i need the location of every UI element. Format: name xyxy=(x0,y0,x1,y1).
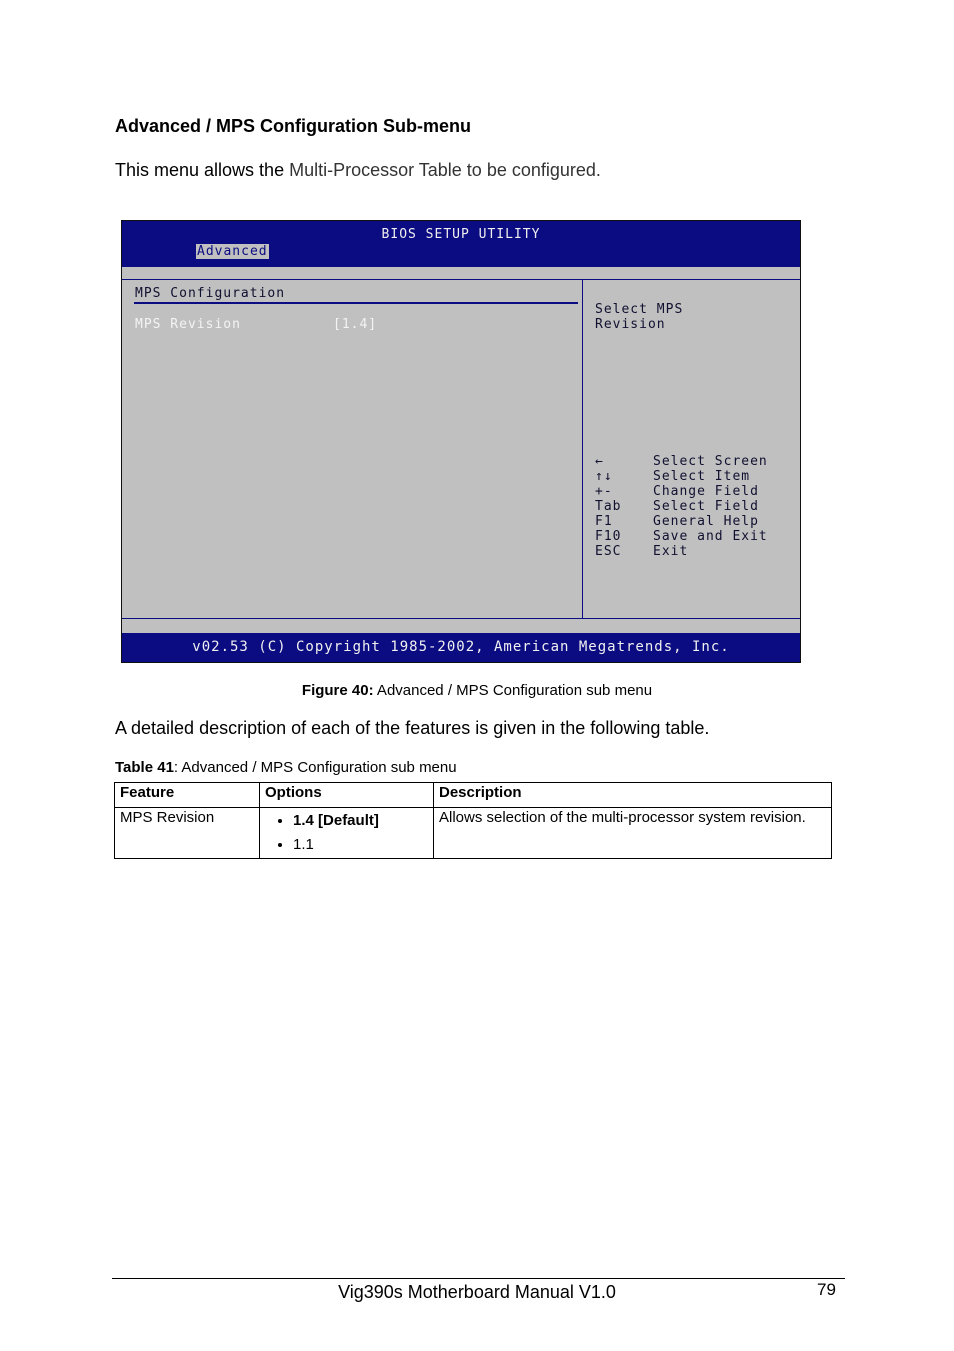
cell-feature: MPS Revision xyxy=(115,808,260,859)
header-feature: Feature xyxy=(115,783,260,808)
key-legend-row xyxy=(595,469,768,484)
table-label: Table 41 xyxy=(115,759,174,776)
options-list xyxy=(265,809,428,857)
key-legend-row xyxy=(595,499,768,514)
key-legend-row xyxy=(595,514,768,529)
mps-revision-value[interactable]: [1.4] xyxy=(333,317,378,332)
panel-title-underline xyxy=(134,302,578,304)
key-name: +- xyxy=(595,484,613,499)
bios-header xyxy=(122,221,800,267)
intro-paragraph xyxy=(115,160,601,181)
figure-label: Figure 40: xyxy=(301,682,374,699)
footer-rule xyxy=(112,1278,845,1279)
table-caption-text: : Advanced / MPS Configuration sub menu xyxy=(173,759,457,776)
table-caption xyxy=(115,759,457,776)
bios-screenshot xyxy=(121,220,801,663)
cell-description: Allows selection of the multi-processor system revision. xyxy=(434,808,832,859)
bios-help-panel xyxy=(583,280,800,618)
key-action: Change Field xyxy=(653,484,759,499)
key-legend-row xyxy=(595,529,768,544)
page-number: 79 xyxy=(817,1280,836,1299)
figure-caption-text: Advanced / MPS Configuration sub menu xyxy=(373,682,653,699)
key-action: Select Screen xyxy=(653,454,768,469)
key-action: General Help xyxy=(653,514,759,529)
help-text: Select MPS Revision xyxy=(595,302,684,332)
key-action: Select Item xyxy=(653,469,751,484)
key-name: ← xyxy=(595,454,604,469)
key-action: Exit xyxy=(653,544,689,559)
header-options: Options xyxy=(260,783,434,808)
bios-footer-strip xyxy=(122,618,800,633)
intro-lead: This menu allows the xyxy=(115,160,290,180)
features-table xyxy=(114,782,832,859)
key-action: Save and Exit xyxy=(653,529,768,544)
key-action: Select Field xyxy=(653,499,759,514)
key-name: ↑↓ xyxy=(595,469,613,484)
cell-options xyxy=(260,808,434,859)
table-header-row xyxy=(115,783,832,808)
section-heading: Advanced / MPS Configuration Sub-menu xyxy=(115,116,472,136)
key-name: Tab xyxy=(595,499,622,514)
header-description: Description xyxy=(434,783,832,808)
key-name: ESC xyxy=(595,544,622,559)
tab-advanced[interactable]: Advanced xyxy=(197,244,268,259)
bios-title: BIOS SETUP UTILITY xyxy=(381,227,541,242)
figure-caption xyxy=(0,682,954,699)
key-legend-row xyxy=(595,454,768,469)
key-legend-row xyxy=(595,484,768,499)
table-row xyxy=(115,808,832,859)
option-default: • 1.4 [Default] xyxy=(293,809,428,833)
footer-title: Vig390s Motherboard Manual V1.0 xyxy=(338,1282,616,1302)
bios-copyright: v02.53 (C) Copyright 1985-2002, American Megatrends, Inc. xyxy=(122,633,800,662)
panel-title: MPS Configuration xyxy=(135,286,286,301)
bios-tab-strip xyxy=(122,267,800,280)
bios-settings-panel xyxy=(122,280,583,618)
key-name: F10 xyxy=(595,529,622,544)
key-legend xyxy=(595,454,768,559)
key-legend-row xyxy=(595,544,768,559)
intro-rest: Multi-Processor Table to be configured. xyxy=(289,160,601,180)
detail-paragraph: A detailed description of each of the features is given in the following table. xyxy=(115,718,710,738)
option-alt: • 1.1 xyxy=(293,833,428,857)
mps-revision-label[interactable]: MPS Revision xyxy=(135,317,241,332)
key-name: F1 xyxy=(595,514,613,529)
